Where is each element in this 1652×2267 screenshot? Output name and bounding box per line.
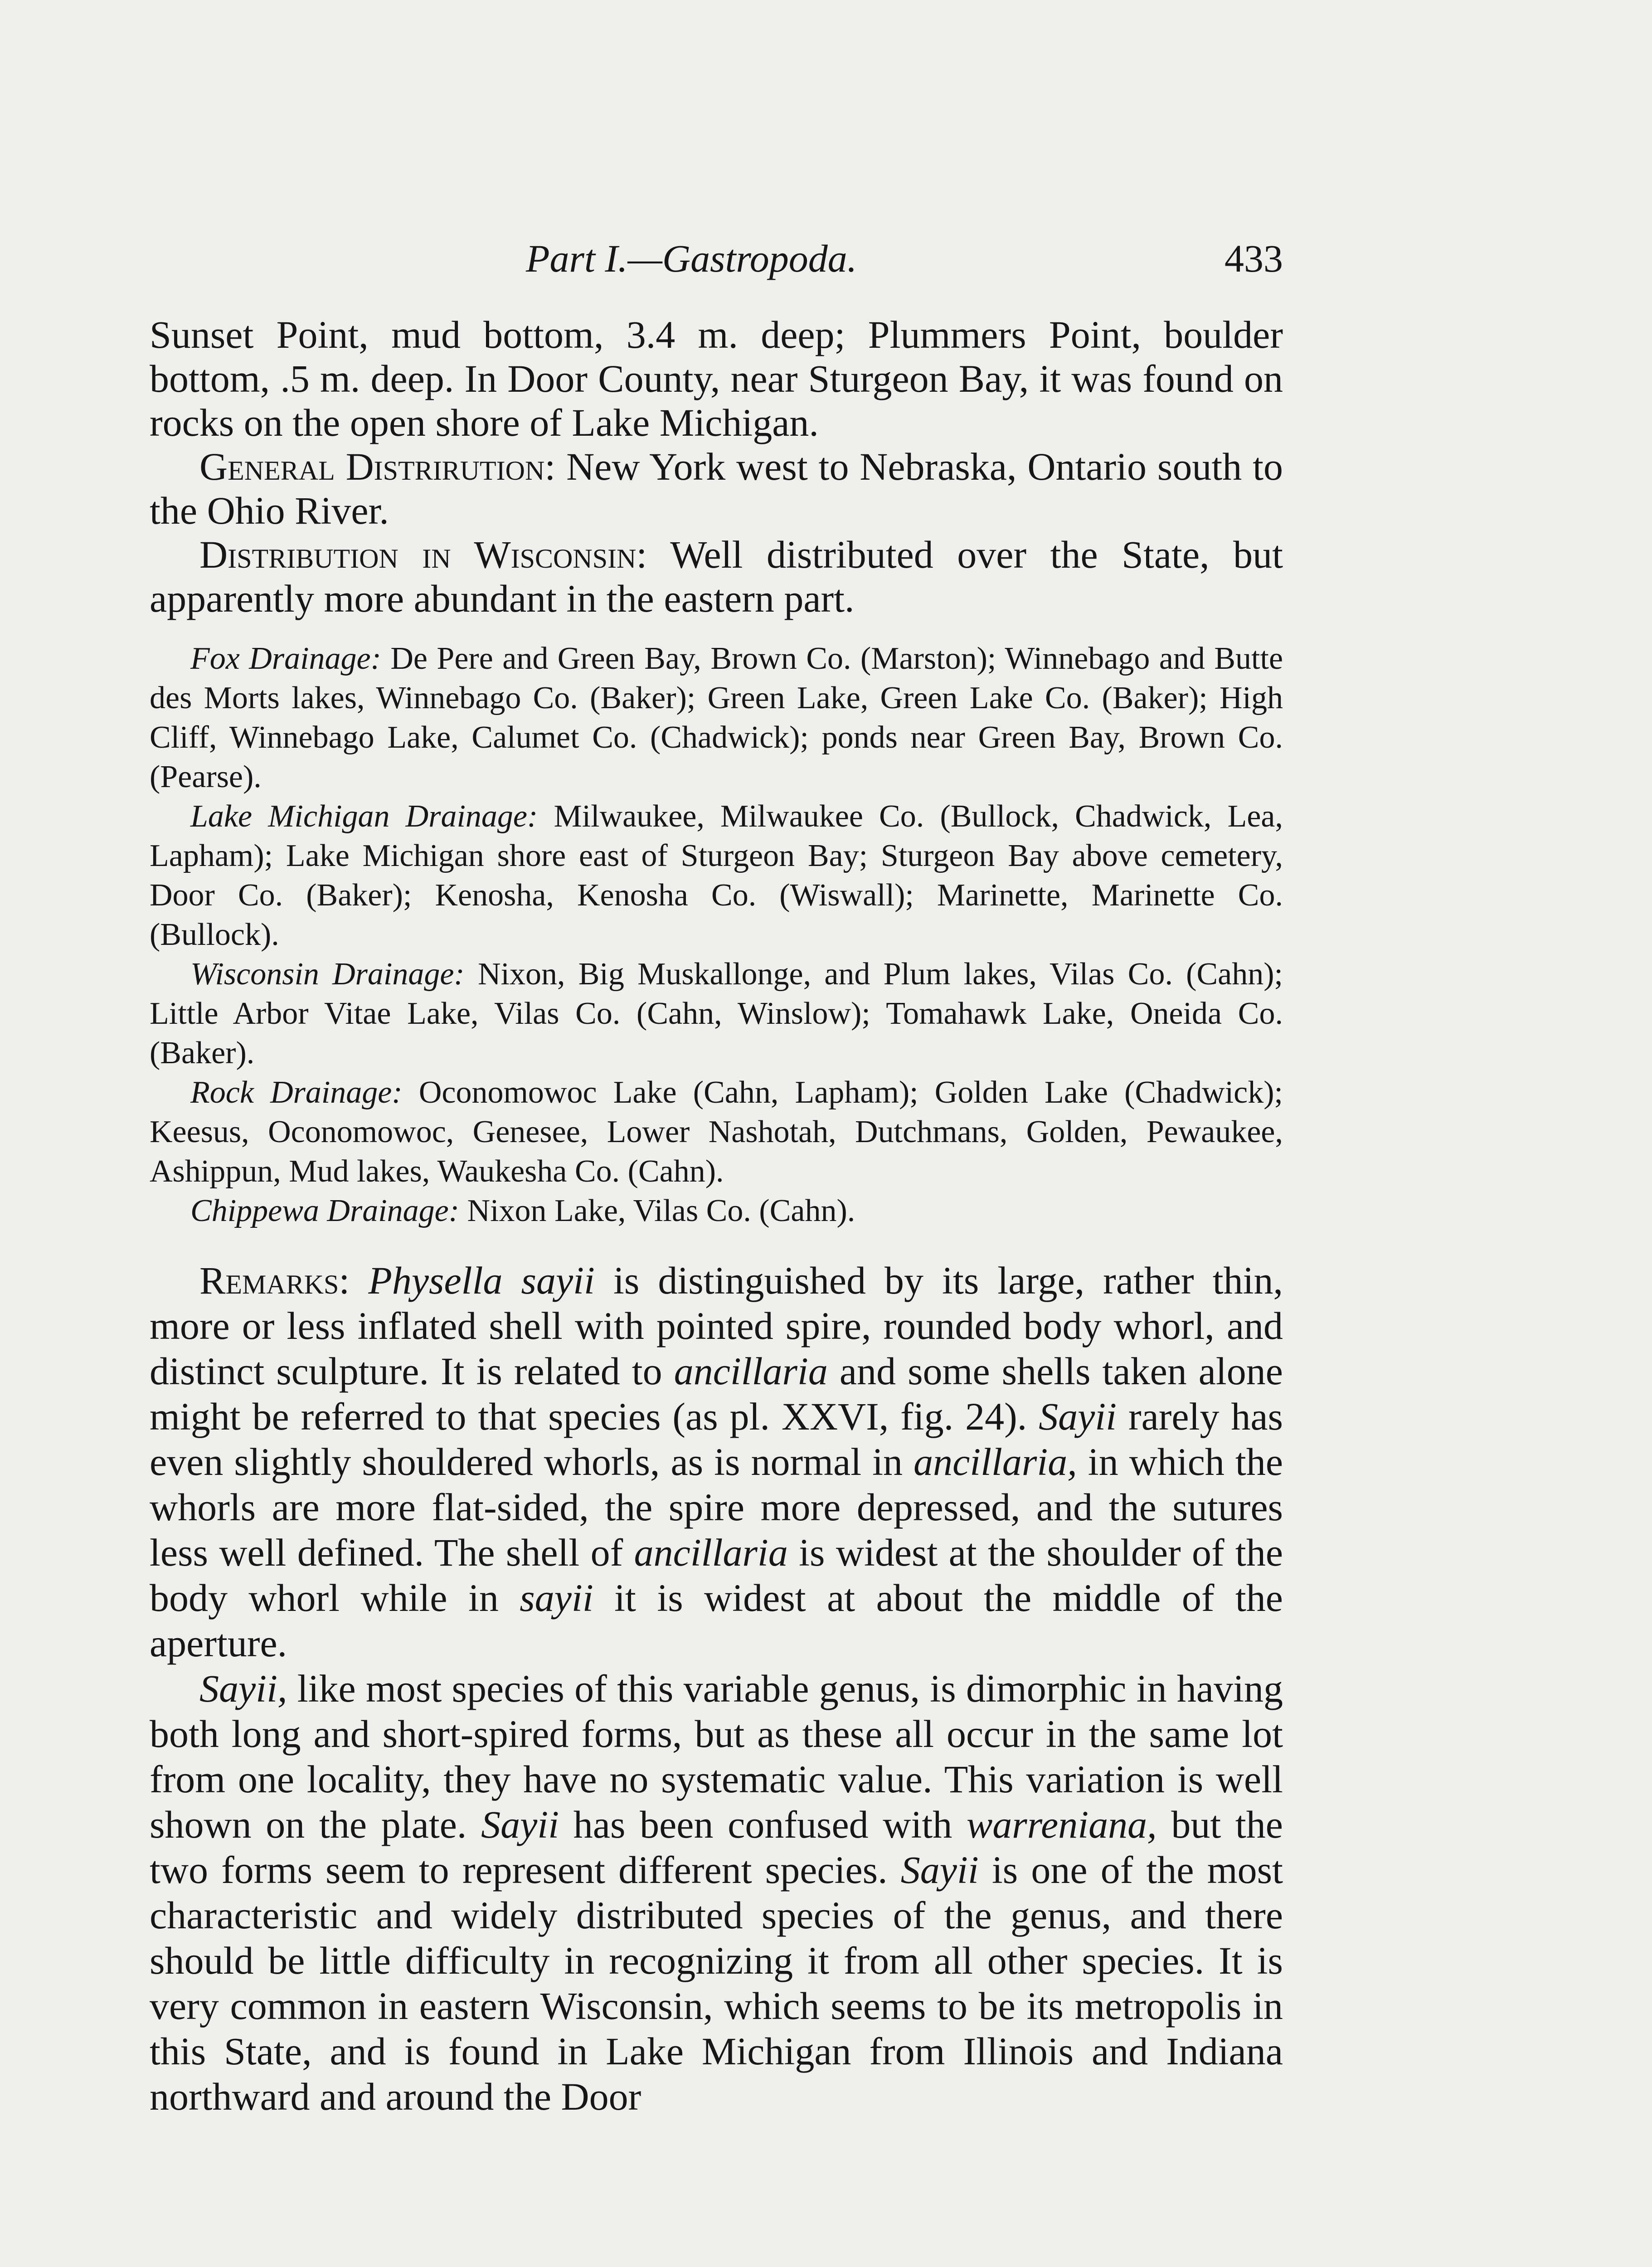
general-distribution-label: General Distrirution: xyxy=(199,445,556,488)
remarks-text: has been confused with xyxy=(559,1803,967,1846)
remarks-text: like most species of this variable genus, is dimorphic in having both long and short-spired forms, but as these all occur in the same lot from one locality, they have no systematic value. This variation is well shown on the plate. xyxy=(150,1667,1283,1846)
drainage-text: Oconomowoc Lake (Cahn, Lapham); Golden Lake (Chadwick); Keesus, Oconomowoc, Genesee, Lower Nashotah, Dutchmans, Golden, Pewaukee, Ashippun, Mud lakes, Waukesha Co. (Cahn). xyxy=(150,1075,1283,1189)
drainage-record xyxy=(150,797,1283,954)
drainage-record xyxy=(150,1073,1283,1191)
remarks-text: it is widest at about the middle of the aperture. xyxy=(150,1576,1283,1665)
drainage-label: Chippewa Drainage: xyxy=(190,1193,460,1228)
remarks-text: rarely has even slightly shouldered whorls, as is normal in xyxy=(150,1395,1283,1484)
drainage-text: De Pere and Green Bay, Brown Co. (Marston); Winnebago and Butte des Morts lakes, Winnebago Co. (Baker); Green Lake, Green Lake Co. (Baker); High Cliff, Winnebago Lake, Calumet Co. (Chadwick); ponds near Green Bay, Brown Co. (Pearse). xyxy=(150,641,1283,794)
species-name: sayii xyxy=(520,1576,593,1620)
species-name: Sayii xyxy=(900,1848,979,1892)
general-distribution-paragraph xyxy=(150,445,1283,533)
species-name: Sayii xyxy=(481,1803,559,1846)
wisconsin-distribution-text: Well distributed over the State, but apparently more abundant in the eastern part. xyxy=(150,533,1283,620)
drainage-label: Rock Drainage: xyxy=(190,1075,403,1110)
species-name: Physella sayii xyxy=(368,1259,595,1302)
drainage-record xyxy=(150,639,1283,797)
main-text xyxy=(150,313,1283,2119)
wisconsin-distribution-label: Distribution in Wisconsin: xyxy=(199,533,647,576)
drainage-text: Nixon, Big Muskallonge, and Plum lakes, Vilas Co. (Cahn); Little Arbor Vitae Lake, Vilas Co. (Cahn, Winslow); Tomahawk Lake, Oneida Co. (Baker). xyxy=(150,957,1283,1070)
drainage-label: Fox Drainage: xyxy=(190,641,381,676)
remarks-paragraph-1 xyxy=(150,1258,1283,1666)
wisconsin-distribution-paragraph xyxy=(150,533,1283,621)
drainage-label: Wisconsin Drainage: xyxy=(190,957,465,992)
species-name: Sayii, xyxy=(199,1667,287,1710)
general-distribution-text: New York west to Nebraska, Ontario south to the Ohio River. xyxy=(150,445,1283,532)
species-name: ancillaria, xyxy=(913,1440,1077,1484)
remarks-section xyxy=(150,1258,1283,2119)
species-name: warreniana, xyxy=(966,1803,1157,1846)
remarks-label: Remarks: xyxy=(199,1259,350,1302)
remarks-text: is widest at the shoulder of the body whorl while in xyxy=(150,1531,1283,1620)
species-name: ancillaria xyxy=(634,1531,788,1574)
species-name: Sayii xyxy=(1039,1395,1117,1438)
remarks-text: is one of the most characteristic and widely distributed species of the genus, and there should be little difficulty in recognizing it from all other species. It is very common in eastern Wisconsin, which seems to be its metropolis in this State, and is found in Lake Michigan from Illinois and Indiana northward and around the Door xyxy=(150,1848,1283,2118)
remarks-text: in which the whorls are more flat-sided, the spire more depressed, and the sutures less well defined. The shell of xyxy=(150,1440,1283,1574)
drainage-records xyxy=(150,639,1283,1231)
page-number: 433 xyxy=(1224,237,1283,280)
remarks-text: but the two forms seem to represent different species. xyxy=(150,1803,1283,1892)
remarks-paragraph-2 xyxy=(150,1666,1283,2119)
habitat-paragraph: Sunset Point, mud bottom, 3.4 m. deep; Plummers Point, boulder bottom, .5 m. deep. In Door County, near Sturgeon Bay, it was found on rocks on the open shore of Lake Michigan. xyxy=(150,313,1283,444)
running-header xyxy=(150,236,1283,290)
drainage-text: Nixon Lake, Vilas Co. (Cahn). xyxy=(467,1193,855,1228)
remarks-text: is distinguished by its large, rather thin, more or less inflated shell with pointed spire, rounded body whorl, and distinct sculpture. It is related to xyxy=(150,1259,1283,1393)
drainage-record xyxy=(150,954,1283,1073)
running-title: Part I.—Gastropoda. xyxy=(526,237,857,280)
drainage-label: Lake Michigan Drainage: xyxy=(190,799,538,834)
drainage-record xyxy=(150,1191,1283,1231)
species-name: ancillaria xyxy=(674,1349,828,1393)
remarks-text: and some shells taken alone might be referred to that species (as pl. XXVI, fig. 24). xyxy=(150,1349,1283,1438)
drainage-text: Milwaukee, Milwaukee Co. (Bullock, Chadwick, Lea, Lapham); Lake Michigan shore east of Sturgeon Bay; Sturgeon Bay above cemetery, Door Co. (Baker); Kenosha, Kenosha Co. (Wiswall); Marinette, Marinette Co. (Bullock). xyxy=(150,799,1283,952)
